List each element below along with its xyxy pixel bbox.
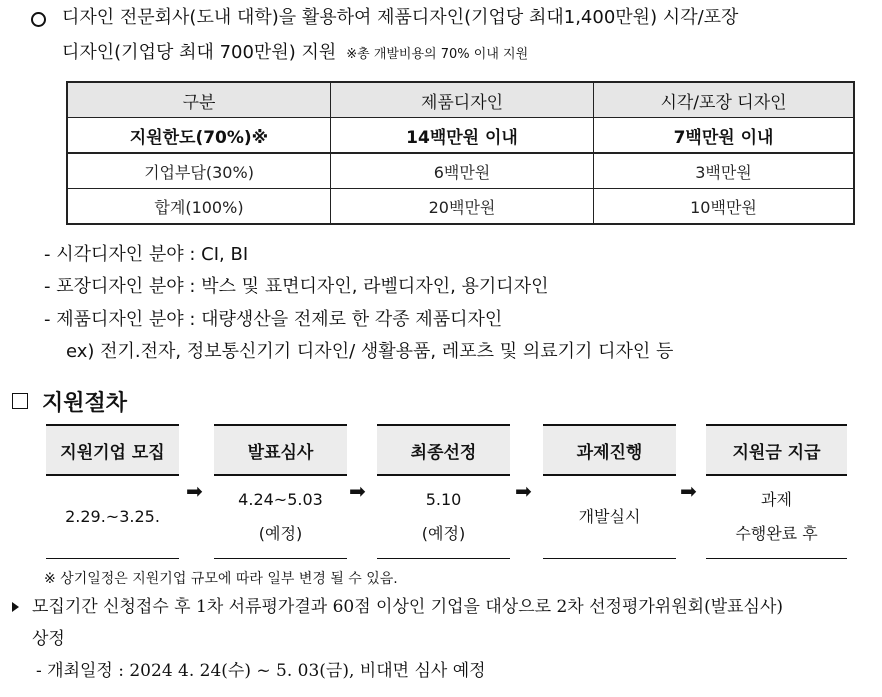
section-title — [12, 386, 127, 417]
step-detail-line: 과제 — [761, 490, 792, 509]
step-detail-line: 수행완료 후 — [735, 524, 818, 543]
table-row — [67, 118, 854, 154]
table-row — [67, 153, 854, 189]
schedule-note: ※ 상기일정은 지원기업 규모에 따라 일부 변경 될 수 있음. — [44, 571, 398, 587]
intro-line-2 — [62, 41, 528, 67]
step-name: 지원금 지급 — [706, 424, 847, 476]
step-detail — [214, 476, 347, 559]
table-header: 시각/포장 디자인 — [594, 82, 855, 118]
field-visual: - 시각디자인 분야 : CI, BI — [44, 244, 249, 265]
table-cell: 7백만원 이내 — [594, 118, 855, 154]
step-detail-line: 개발실시 — [578, 507, 641, 526]
step-detail-line: 5.10 — [425, 490, 462, 509]
step-name: 지원기업 모집 — [46, 424, 179, 476]
procedure-step — [706, 424, 847, 559]
right-arrow-icon: ➡ — [349, 479, 366, 503]
section-title-text: 지원절차 — [42, 391, 128, 416]
table-header-row — [67, 82, 854, 118]
step-detail-line: (예정) — [421, 524, 466, 543]
field-packaging: - 포장디자인 분야 : 박스 및 표면디자인, 라벨디자인, 용기디자인 — [44, 276, 549, 297]
table-cell: 기업부담(30%) — [67, 153, 331, 189]
step-detail-line: (예정) — [258, 524, 303, 543]
step-detail-line: 4.24~5.03 — [238, 490, 323, 509]
right-arrow-icon: ➡ — [186, 479, 203, 503]
table-header: 구분 — [67, 82, 331, 118]
recruit-line-1: 모집기간 신청접수 후 1차 서류평가결과 60점 이상인 기업을 대상으로 2차 선정평가위원회(발표심사) — [32, 597, 784, 617]
table-cell: 3백만원 — [594, 153, 855, 189]
field-product-examples: ex) 전기.전자, 정보통신기기 디자인/ 생활용품, 레포츠 및 의료기기 디자인 등 — [66, 341, 674, 362]
intro-note: ※총 개발비용의 70% 이내 지원 — [346, 47, 529, 62]
table-header: 제품디자인 — [331, 82, 594, 118]
step-name: 과제진행 — [543, 424, 676, 476]
step-detail — [543, 476, 676, 559]
circle-bullet-icon — [31, 12, 46, 27]
table-cell: 합계(100%) — [67, 189, 331, 225]
procedure-step — [46, 424, 179, 559]
table-cell: 20백만원 — [331, 189, 594, 225]
table-cell: 6백만원 — [331, 153, 594, 189]
triangle-bullet-icon — [12, 602, 19, 612]
procedure-step — [377, 424, 510, 559]
step-detail — [377, 476, 510, 559]
intro-line-1: 디자인 전문회사(도내 대학)을 활용하여 제품디자인(기업당 최대1,400만원) 시각/포장 — [62, 7, 739, 28]
support-table — [66, 81, 855, 225]
recruit-schedule: - 개최일정 : 2024 4. 24(수) ~ 5. 03(금), 비대면 심사 예정 — [36, 661, 486, 681]
table-cell: 10백만원 — [594, 189, 855, 225]
table-row — [67, 189, 854, 225]
step-detail — [706, 476, 847, 559]
recruit-line-2: 상정 — [32, 629, 65, 649]
step-detail-line: 2.29.~3.25. — [65, 507, 160, 526]
step-detail — [46, 476, 179, 559]
right-arrow-icon: ➡ — [680, 479, 697, 503]
procedure-step — [214, 424, 347, 559]
field-product: - 제품디자인 분야 : 대량생산을 전제로 한 각종 제품디자인 — [44, 309, 503, 330]
right-arrow-icon: ➡ — [515, 479, 532, 503]
table-cell: 지원한도(70%)※ — [67, 118, 331, 154]
square-bullet-icon — [12, 393, 28, 409]
step-name: 최종선정 — [377, 424, 510, 476]
procedure-step — [543, 424, 676, 559]
intro-line-2-text: 디자인(기업당 최대 700만원) 지원 — [62, 42, 337, 63]
table-cell: 14백만원 이내 — [331, 118, 594, 154]
step-name: 발표심사 — [214, 424, 347, 476]
